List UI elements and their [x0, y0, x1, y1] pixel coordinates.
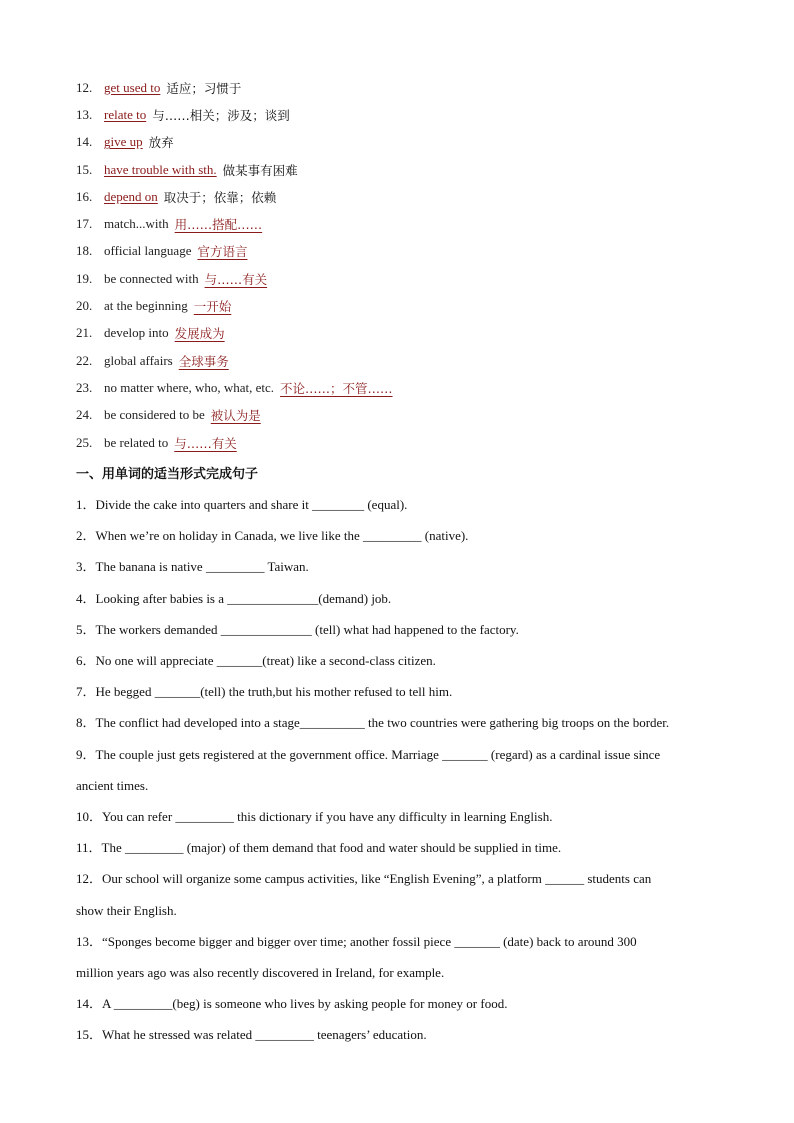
vocab-phrase: official language [104, 243, 192, 259]
vocab-meaning: 取决于；依靠；依赖 [163, 189, 277, 205]
question-item [76, 676, 736, 707]
question-item [76, 489, 736, 520]
vocab-meaning: 与……相关；涉及；谈到 [152, 107, 290, 123]
vocab-number: 18. [76, 243, 93, 259]
vocab-item [76, 402, 756, 429]
vocab-number: 21. [76, 325, 93, 341]
vocab-phrase: at the beginning [104, 298, 188, 314]
vocab-meaning: 做某事有困难 [222, 162, 298, 178]
vocab-number: 24. [76, 407, 93, 423]
question-item [76, 863, 736, 925]
vocab-phrase: give up [104, 134, 143, 150]
question-text: 8．The conflict had developed into a stage__________ the two countries were gathering big troops on the border. [76, 715, 670, 731]
vocab-item [76, 210, 756, 237]
question-item [76, 988, 736, 1019]
vocab-number: 19. [76, 270, 93, 286]
question-text: 10．You can refer _________ this dictionary if you have any difficulty in learning English. [76, 809, 553, 825]
vocab-number: 23. [76, 379, 93, 395]
question-item [76, 551, 736, 582]
vocab-phrase: get used to [104, 79, 161, 95]
vocab-item [76, 374, 756, 401]
question-text: 1．Divide the cake into quarters and share it ________ (equal). [76, 497, 408, 512]
vocab-phrase: be related to [104, 434, 169, 450]
question-text-continued: show their English. [76, 902, 177, 918]
question-item [76, 583, 736, 614]
vocab-phrase: be considered to be [104, 407, 205, 423]
question-item [76, 707, 736, 738]
question-list [76, 489, 736, 1051]
vocab-meaning: 一开始 [193, 299, 232, 315]
question-text: 4．Looking after babies is a ______________(demand) job. [76, 590, 392, 606]
vocab-meaning: 与……有关 [204, 271, 268, 287]
vocab-meaning: 用……搭配…… [174, 217, 263, 233]
vocab-number: 20. [76, 298, 93, 314]
vocab-phrase: no matter where, who, what, etc. [104, 379, 275, 395]
vocab-item [76, 183, 756, 210]
vocab-item [76, 129, 756, 156]
vocab-meaning: 与……有关 [174, 435, 237, 451]
vocab-phrase: match...with [104, 216, 169, 232]
vocab-phrase: global affairs [104, 352, 173, 368]
question-text-continued: million years ago was also recently discovered in Ireland, for example. [76, 965, 445, 981]
vocab-number: 14. [76, 134, 93, 150]
vocab-item [76, 292, 756, 319]
question-text: 13．“Sponges become bigger and bigger over time; another fossil piece _______ (date) back to around 300 [76, 933, 637, 949]
question-item [76, 520, 736, 551]
question-item [76, 1019, 736, 1050]
question-text-continued: ancient times. [76, 777, 149, 793]
vocab-item [76, 156, 756, 183]
vocab-item [76, 347, 756, 374]
question-text: 7．He begged _______(tell) the truth,but his mother refused to tell him. [76, 684, 453, 700]
vocab-list [76, 74, 756, 456]
vocab-phrase: be connected with [104, 270, 199, 286]
section-title: 一、用单词的适当形式完成句子 [76, 467, 259, 482]
vocab-item [76, 74, 756, 101]
vocab-item [76, 238, 756, 265]
vocab-meaning: 放弃 [148, 135, 174, 151]
vocab-number: 12. [76, 79, 93, 95]
vocab-number: 17. [76, 216, 93, 232]
vocab-phrase: develop into [104, 325, 169, 341]
question-item [76, 614, 736, 645]
vocab-meaning: 全球事务 [178, 353, 229, 369]
vocab-item [76, 429, 756, 456]
vocab-number: 13. [76, 106, 93, 122]
question-item [76, 645, 736, 676]
vocab-phrase: have trouble with sth. [104, 161, 217, 177]
question-text: 3．The banana is native _________ Taiwan. [76, 559, 309, 575]
question-item [76, 832, 736, 863]
vocab-meaning: 发展成为 [174, 326, 225, 342]
vocab-item [76, 265, 756, 292]
question-text: 15．What he stressed was related _________ teenagers’ education. [76, 1027, 427, 1043]
question-text: 12．Our school will organize some campus activities, like “English Evening”, a platform ______ students can [76, 871, 652, 887]
vocab-meaning: 不论……；不管…… [280, 380, 393, 396]
vocab-item [76, 101, 756, 128]
question-item [76, 801, 736, 832]
vocab-meaning: 官方语言 [197, 244, 248, 260]
vocab-number: 15. [76, 161, 93, 177]
question-text: 6．No one will appreciate _______(treat) like a second-class citizen. [76, 653, 436, 669]
vocab-meaning: 被认为是 [210, 408, 261, 424]
question-text: 2．When we’re on holiday in Canada, we live like the _________ (native). [76, 528, 469, 544]
question-item [76, 926, 736, 988]
vocab-number: 22. [76, 352, 93, 368]
question-text: 5．The workers demanded ______________ (tell) what had happened to the factory. [76, 621, 519, 637]
question-item [76, 739, 736, 801]
question-text: 9．The couple just gets registered at the government office. Marriage _______ (regard) as a cardinal issue since [76, 746, 661, 762]
vocab-number: 16. [76, 188, 93, 204]
question-text: 14．A _________(beg) is someone who lives by asking people for money or food. [76, 996, 508, 1012]
vocab-phrase: relate to [104, 106, 147, 122]
vocab-item [76, 320, 756, 347]
question-text: 11．The _________ (major) of them demand that food and water should be supplied in time. [76, 840, 562, 856]
vocab-meaning: 适应；习惯于 [166, 80, 242, 96]
vocab-number: 25. [76, 434, 93, 450]
vocab-phrase: depend on [104, 188, 158, 204]
